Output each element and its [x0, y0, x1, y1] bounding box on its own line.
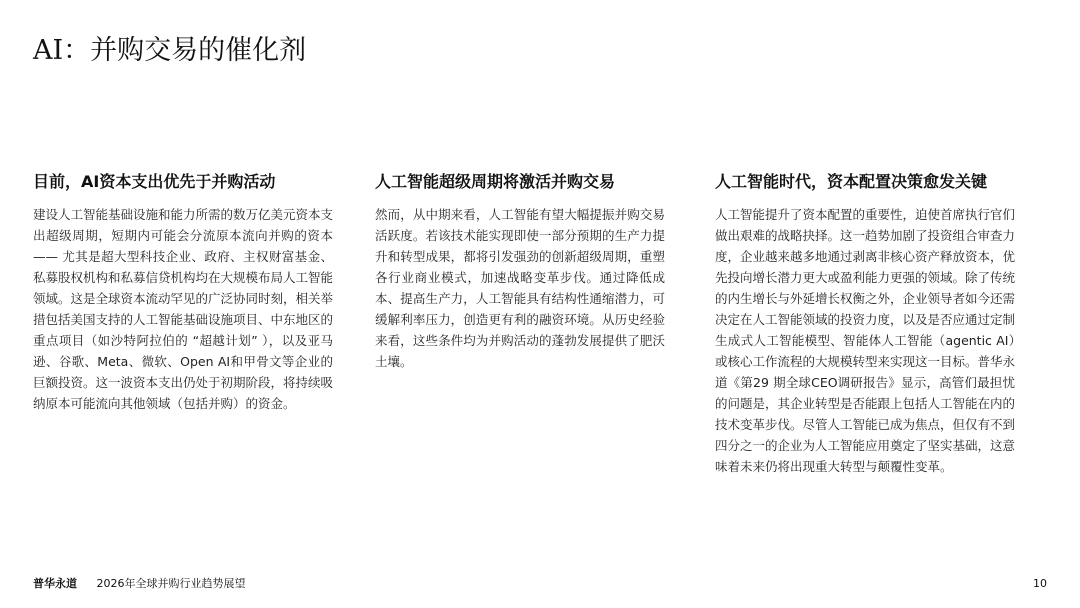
- column-capital-allocation: [715, 170, 1015, 477]
- column-heading: 目前，AI资本支出优先于并购活动: [33, 172, 276, 191]
- footer-brand: 普华永道: [33, 577, 77, 590]
- column-heading: 人工智能超级周期将激活并购交易: [375, 172, 616, 191]
- column-body-text: 人工智能提升了资本配置的重要性，迫使首席执行官们做出艰难的战略抉择。这一趋势加剧了投资组合审查力度，企业越来越多地通过剥离非核心资产释放资本，优先投向增长潜力更大或盈利能力更强的领域。除了传统的内生增长与外延增长权衡之外，企业领导者如今还需决定在人工智能领域的投资力度，以及是否应通过定制生成式人工智能模型、智能体人工智能（agentic AI）或核心工作流程的大规模转型来实现这一目标。普华永道《第29 期全球CEO调研报告》显示，高管们最担忧的问题是，其企业转型是否能跟上包括人工智能在内的技术变革步伐。尽管人工智能已成为焦点，但仅有不到四分之一的企业为人工智能应用奠定了坚实基础，这意味着未来仍将出现重大转型与颠覆性变革。: [715, 207, 1016, 474]
- column-body-text: 建设人工智能基础设施和能力所需的数万亿美元资本支出超级周期，短期内可能会分流原本流向并购的资本 —— 尤其是超大型科技企业、政府、主权财富基金、私募股权机构和私募信贷机构均在大规模布局人工智能领域。这是全球资本流动罕见的广泛协同时刻，相关举措包括美国支持的人工智能基础设施项目、中东地区的重点项目（如沙特阿拉伯的 “超越计划” ），以及亚马逊、谷歌、Meta、微软、Open AI和甲骨文等企业的巨额投资。这一波资本支出仍处于初期阶段，将持续吸纳原本可能流向其他领域（包括并购）的资金。: [33, 207, 334, 411]
- page-footer: [33, 576, 1047, 592]
- page-title: AI：并购交易的催化剂: [33, 35, 307, 66]
- column-body-text: 然而，从中期来看，人工智能有望大幅提振并购交易活跃度。若该技术能实现即使一部分预期的生产力提升和转型成果，都将引发强劲的创新超级周期，重塑各行业商业模式，加速战略变革步伐。通过降低成本、提高生产力，人工智能具有结构性通缩潜力，可缓解利率压力，创造更有利的融资环境。从历史经验来看，这些条件均为并购活动的蓬勃发展提供了肥沃土壤。: [375, 207, 665, 369]
- footer-report-title: 2026年全球并购行业趋势展望: [96, 577, 246, 590]
- column-heading: 人工智能时代，资本配置决策愈发关键: [715, 172, 988, 191]
- column-capex-priority: [33, 170, 333, 414]
- column-ai-supercycle: [375, 170, 665, 372]
- page-number: 10: [1033, 577, 1047, 590]
